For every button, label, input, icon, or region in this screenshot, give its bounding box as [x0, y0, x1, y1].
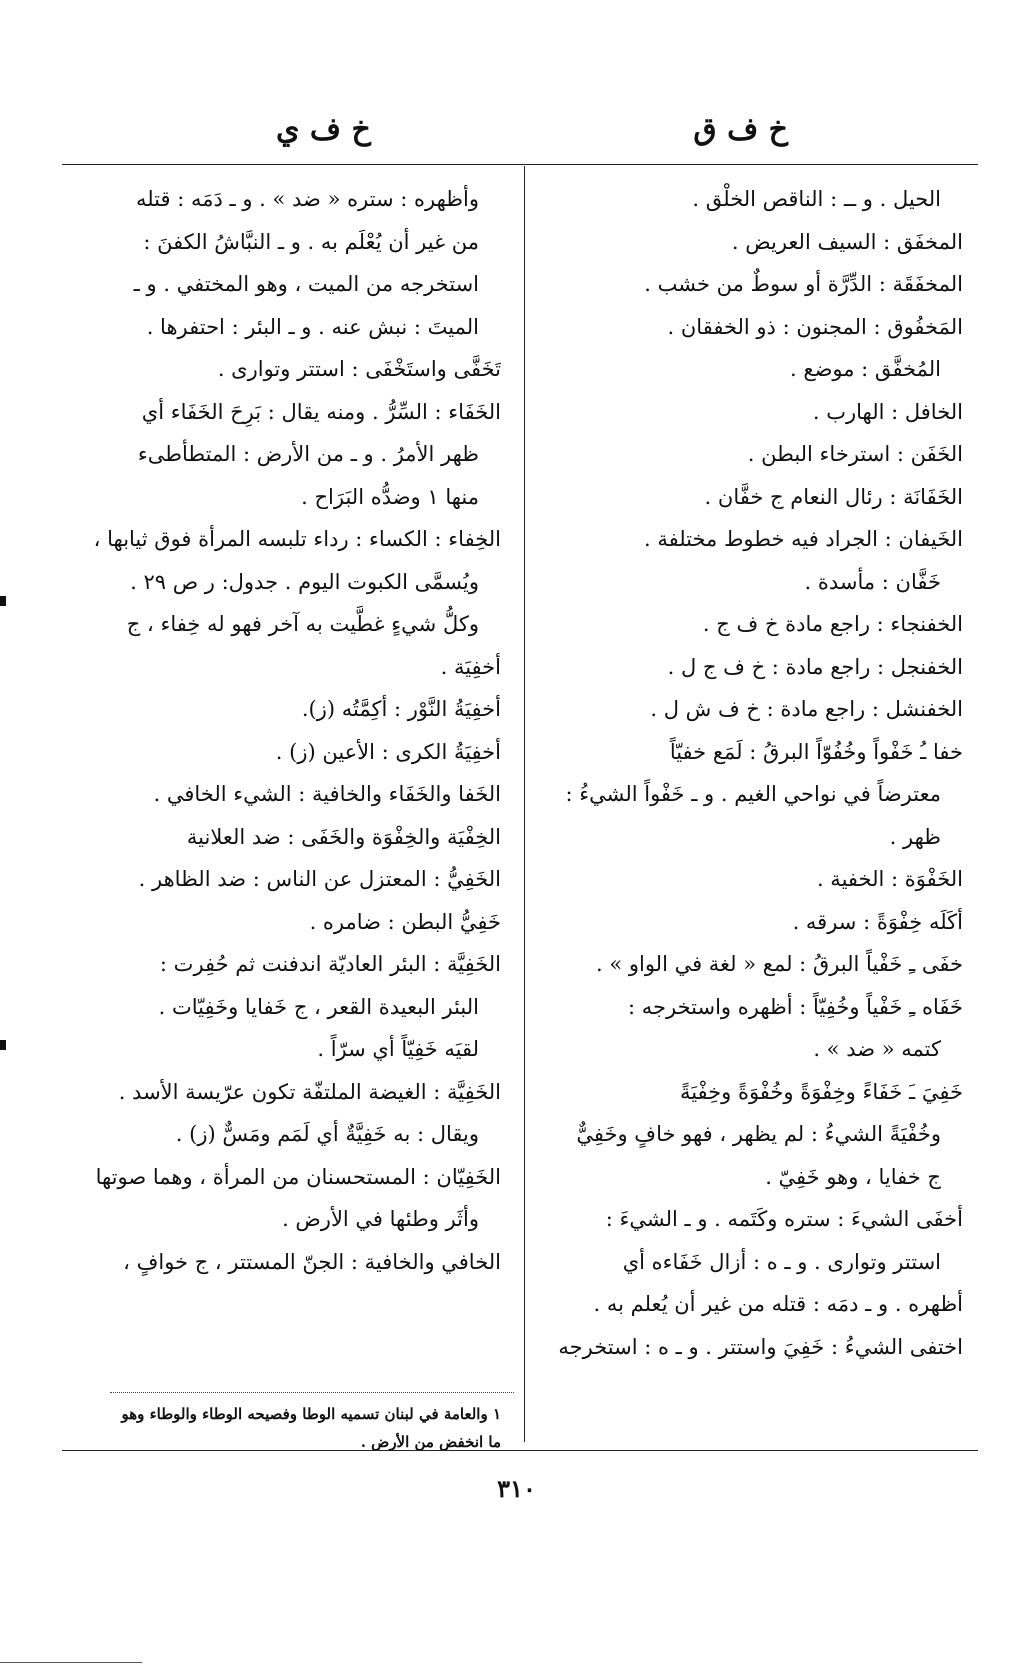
entry-line: خَفَّان : مأسدة .	[804, 569, 941, 594]
header-rule	[62, 164, 978, 165]
footer-rule	[62, 1450, 978, 1451]
entry-line: اختفى الشيءُ : خَفِيَ واستتر . و ـ ه : استخرجه	[558, 1334, 963, 1359]
entry-line: المُخفَّق : موضع .	[790, 357, 941, 381]
entry-line: أظهره . و ـ دمَه : قتله من غير أن يُعلم به .	[593, 1292, 963, 1316]
entry-line: ظهر الأمرُ . و ـ من الأرض : المتطأطىء	[137, 442, 479, 466]
entry-line: الخَفِيّان : المستحسنان من المرأة ، وهما صوتها	[95, 1164, 501, 1189]
entry-line: لقيَه خَفِيّاً أي سرّاً .	[317, 1037, 479, 1061]
entry-line: خَفَاه ـِ خَفْياً وخُفِيّاً : أظهره واستخرجه :	[628, 994, 963, 1019]
entry-line: ظهر .	[889, 824, 941, 849]
entry-line: وكلُّ شيءٍ غطَّيت به آخر فهو له خِفاء ، ج	[126, 612, 479, 636]
entry-line: خَفِيَ ـَ خَفَاءً وخِفْوَةً وخُفْوَةً وخِفْيَةً	[679, 1079, 963, 1104]
entry-line: الخَفْوَة : الخفية .	[816, 867, 963, 891]
entry-line: وأظهره : ستره « ضد » . و ـ دَمَه : قتله	[135, 187, 479, 211]
entry-line: الخَفِيَّة : الغيضة الملتفّة تكون عرّيسة الأسد .	[118, 1079, 501, 1104]
entry-line: أخفِيَةُ النَّوْر : أكِمَّتُه (ز).	[301, 697, 501, 721]
scan-edge-line	[0, 1662, 142, 1663]
entry-line: الخَيفان : الجراد فيه خطوط مختلفة .	[643, 527, 963, 551]
entry-line: خَفِيُّ البطن : ضامره .	[309, 909, 501, 934]
entry-line: الحيل . و ــ : الناقص الخلْق .	[692, 187, 941, 211]
entry-line: كتمه « ضد » .	[813, 1037, 941, 1061]
scan-mark	[0, 596, 6, 606]
entry-line: ويُسمَّى الكبوت اليوم . جدول: ر ص ٢٩ .	[130, 569, 479, 594]
entry-line: خفا ـُ خَفْواً وخُفُوّاً البرقُ : لَمَع خفيّاً	[669, 739, 963, 764]
entry-line: المخفَقَة : الدِّرَّة أو سوطٌ من خشب .	[644, 272, 963, 296]
entry-line: وخُفْيَةً الشيءُ : لم يظهر ، فهو خافٍ وخَفِيٌّ	[576, 1122, 941, 1146]
running-header-left: خ ف ي	[276, 112, 371, 147]
left-column	[46, 178, 501, 1283]
entry-line: أكَلَه خِفْوَةً : سرقه .	[792, 909, 963, 934]
entry-line: الخفنشل : راجع مادة : خ ف ش ل .	[650, 697, 963, 721]
entry-line: تَخَفَّى واستَخْفَى : استتر وتوارى .	[217, 357, 501, 381]
entry-line: أخفِيَةُ الكرى : الأعين (ز) .	[275, 739, 501, 764]
entry-line: من غير أن يُعْلَم به . و ـ النبَّاشُ الكفنَ :	[143, 229, 479, 254]
footnote	[61, 1400, 501, 1456]
entry-line: الخافي والخافية : الجنّ المستتر ، ج خوافٍ ،	[123, 1249, 501, 1274]
entry-line: الخَفا والخَفَاء والخافية : الشيء الخافي .	[153, 782, 501, 806]
entry-line: المخفَق : السيف العريض .	[731, 229, 963, 254]
entry-line: الخَفَانَة : رئال النعام ج خفَّان .	[704, 484, 963, 509]
scan-mark	[0, 1040, 6, 1050]
entry-line: الخفنجاء : راجع مادة خ ف ج .	[702, 612, 963, 636]
entry-line: المَخفُوق : المجنون : ذو الخفقان .	[667, 314, 963, 339]
entry-line: الخَفِيُّ : المعتزل عن الناس : ضد الظاهر .	[138, 867, 501, 891]
entry-line: الخَفِيَّة : البئر العاديّة اندفنت ثم حُفِرت :	[159, 952, 501, 976]
entry-line: الخِفاء : الكساء : رداء تلبسه المرأة فوق ثيابها ،	[93, 527, 501, 551]
entry-line: الميتَ : نبش عنه . و ـ البئر : احتفرها .	[146, 314, 479, 339]
entry-line: ويقال : به خَفِيَّةٌ أي لَمَم ومَسٌّ (ز) .	[175, 1122, 479, 1146]
footnote-line: ما انخفض من الأرض .	[360, 1433, 501, 1451]
entry-line: خفَى ـِ خَفْياً البرقُ : لمع « لغة في الواو » .	[595, 952, 963, 976]
entry-line: منها ١ وضدُّه البَرَاح .	[301, 484, 479, 509]
page-number: ٣١٠	[497, 1474, 536, 1503]
entry-line: أخفِيَة .	[440, 654, 501, 679]
entry-line: البئر البعيدة القعر ، ج خَفايا وخَفِيّات .	[158, 994, 479, 1019]
entry-line: معترضاً في نواحي الغيم . و ـ خَفْواً الشيءُ :	[565, 782, 941, 806]
footnote-rule	[110, 1392, 514, 1393]
footnote-line: ١ والعامة في لبنان تسميه الوطا وفصيحه الوطاء والوطاء وهو	[121, 1405, 501, 1423]
entry-line: الخفنجل : راجع مادة : خ ف ج ل .	[667, 654, 963, 679]
right-column	[523, 178, 963, 1368]
entry-line: الخافل : الهارب .	[812, 399, 963, 424]
running-header-right: خ ف ق	[693, 112, 788, 147]
entry-line: أخفَى الشيءَ : ستره وكَتَمه . و ـ الشيءَ :	[605, 1207, 963, 1231]
entry-line: الخِفْيَة والخِفْوَة والخَفَى : ضد العلانية	[186, 824, 501, 849]
entry-line: استخرجه من الميت ، وهو المختفي . و ـ	[133, 272, 479, 296]
entry-line: الخَفَن : استرخاء البطن .	[747, 442, 963, 466]
entry-line: وأثَر وطئها في الأرض .	[282, 1207, 479, 1231]
entry-line: استتر وتوارى . و ـ ه : أزال خَفَاءه أي	[622, 1249, 941, 1274]
entry-line: الخَفَاء : السِّرُّ . ومنه يقال : بَرِحَ الخَفَاء أي	[141, 399, 501, 424]
entry-line: ج خفايا ، وهو خَفِيّ .	[765, 1164, 941, 1189]
